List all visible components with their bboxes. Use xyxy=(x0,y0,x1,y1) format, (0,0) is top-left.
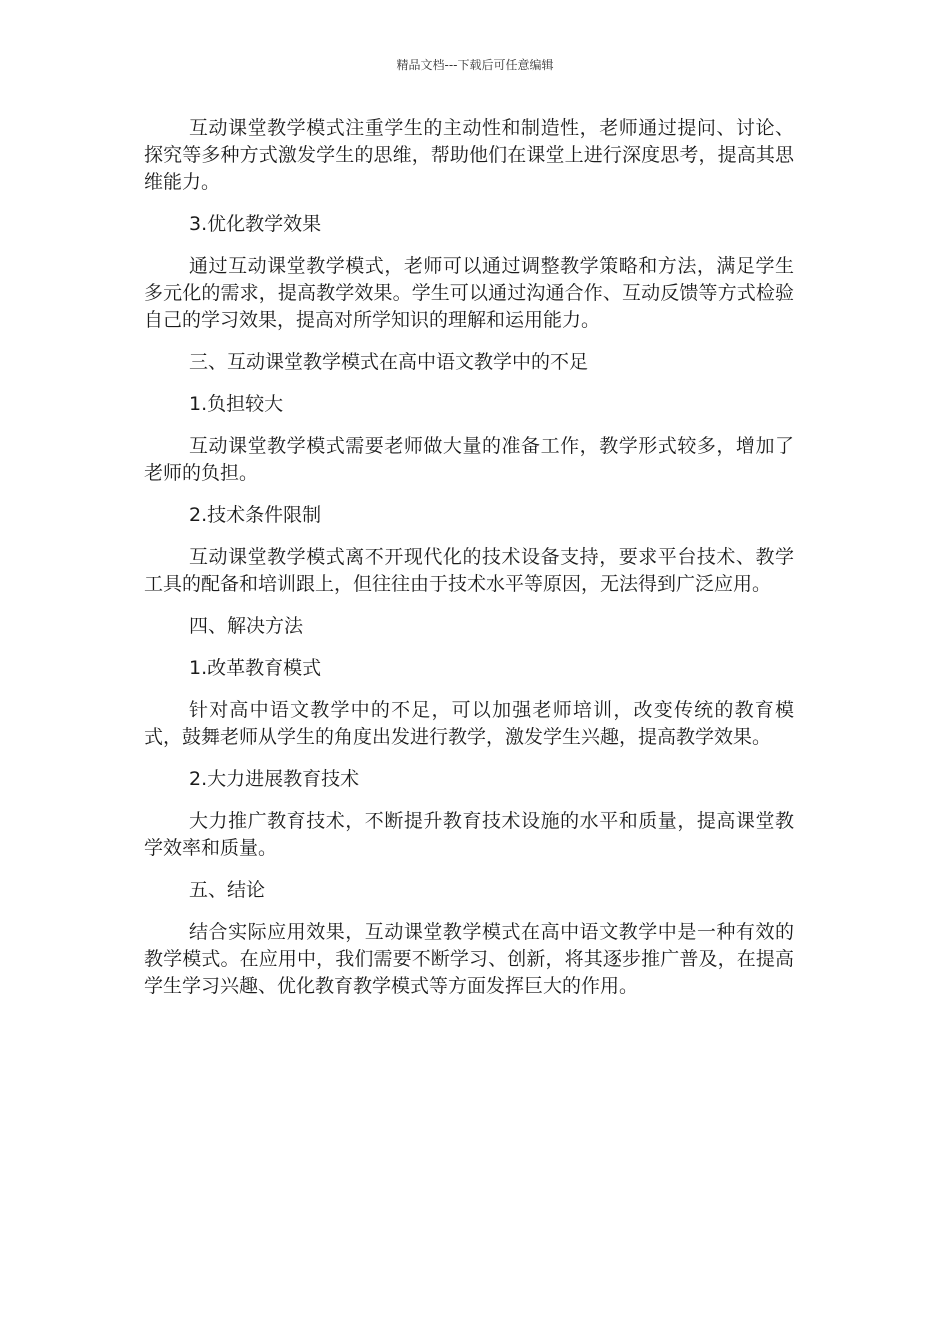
paragraph: 大力推广教育技术，不断提升教育技术设施的水平和质量，提高课堂教学效率和质量。 xyxy=(144,810,794,859)
section-heading: 三、互动课堂教学模式在高中语文教学中的不足 xyxy=(189,351,589,373)
paragraph: 互动课堂教学模式离不开现代化的技术设备支持，要求平台技术、教学工具的配备和培训跟上，但往往由于技术水平等原因，无法得到广泛应用。 xyxy=(144,546,794,595)
paragraph: 互动课堂教学模式需要老师做大量的准备工作，教学形式较多，增加了老师的负担。 xyxy=(144,435,794,484)
paragraph: 针对高中语文教学中的不足，可以加强老师培训，改变传统的教育模式，鼓舞老师从学生的角度出发进行教学，激发学生兴趣，提高教学效果。 xyxy=(144,699,794,748)
paragraph: 互动课堂教学模式注重学生的主动性和制造性，老师通过提问、讨论、探究等多种方式激发学生的思维，帮助他们在课堂上进行深度思考，提高其思维能力。 xyxy=(144,117,794,193)
section-heading: 3.优化教学效果 xyxy=(189,213,322,235)
section-heading: 1.改革教育模式 xyxy=(189,657,322,679)
paragraph: 结合实际应用效果，互动课堂教学模式在高中语文教学中是一种有效的教学模式。在应用中，我们需要不断学习、创新，将其逐步推广普及，在提高学生学习兴趣、优化教育教学模式等方面发挥巨大的作用。 xyxy=(144,921,794,997)
section-heading: 2.大力进展教育技术 xyxy=(189,768,360,790)
section-heading: 2.技术条件限制 xyxy=(189,504,322,526)
document-body xyxy=(144,115,794,1015)
section-heading: 五、结论 xyxy=(189,879,266,901)
section-heading: 1.负担较大 xyxy=(189,393,284,415)
section-heading: 四、解决方法 xyxy=(189,615,304,637)
page-header: 精品文档---下载后可任意编辑 xyxy=(396,58,554,72)
paragraph: 通过互动课堂教学模式，老师可以通过调整教学策略和方法，满足学生多元化的需求，提高教学效果。学生可以通过沟通合作、互动反馈等方式检验自己的学习效果，提高对所学知识的理解和运用能力。 xyxy=(144,255,794,331)
